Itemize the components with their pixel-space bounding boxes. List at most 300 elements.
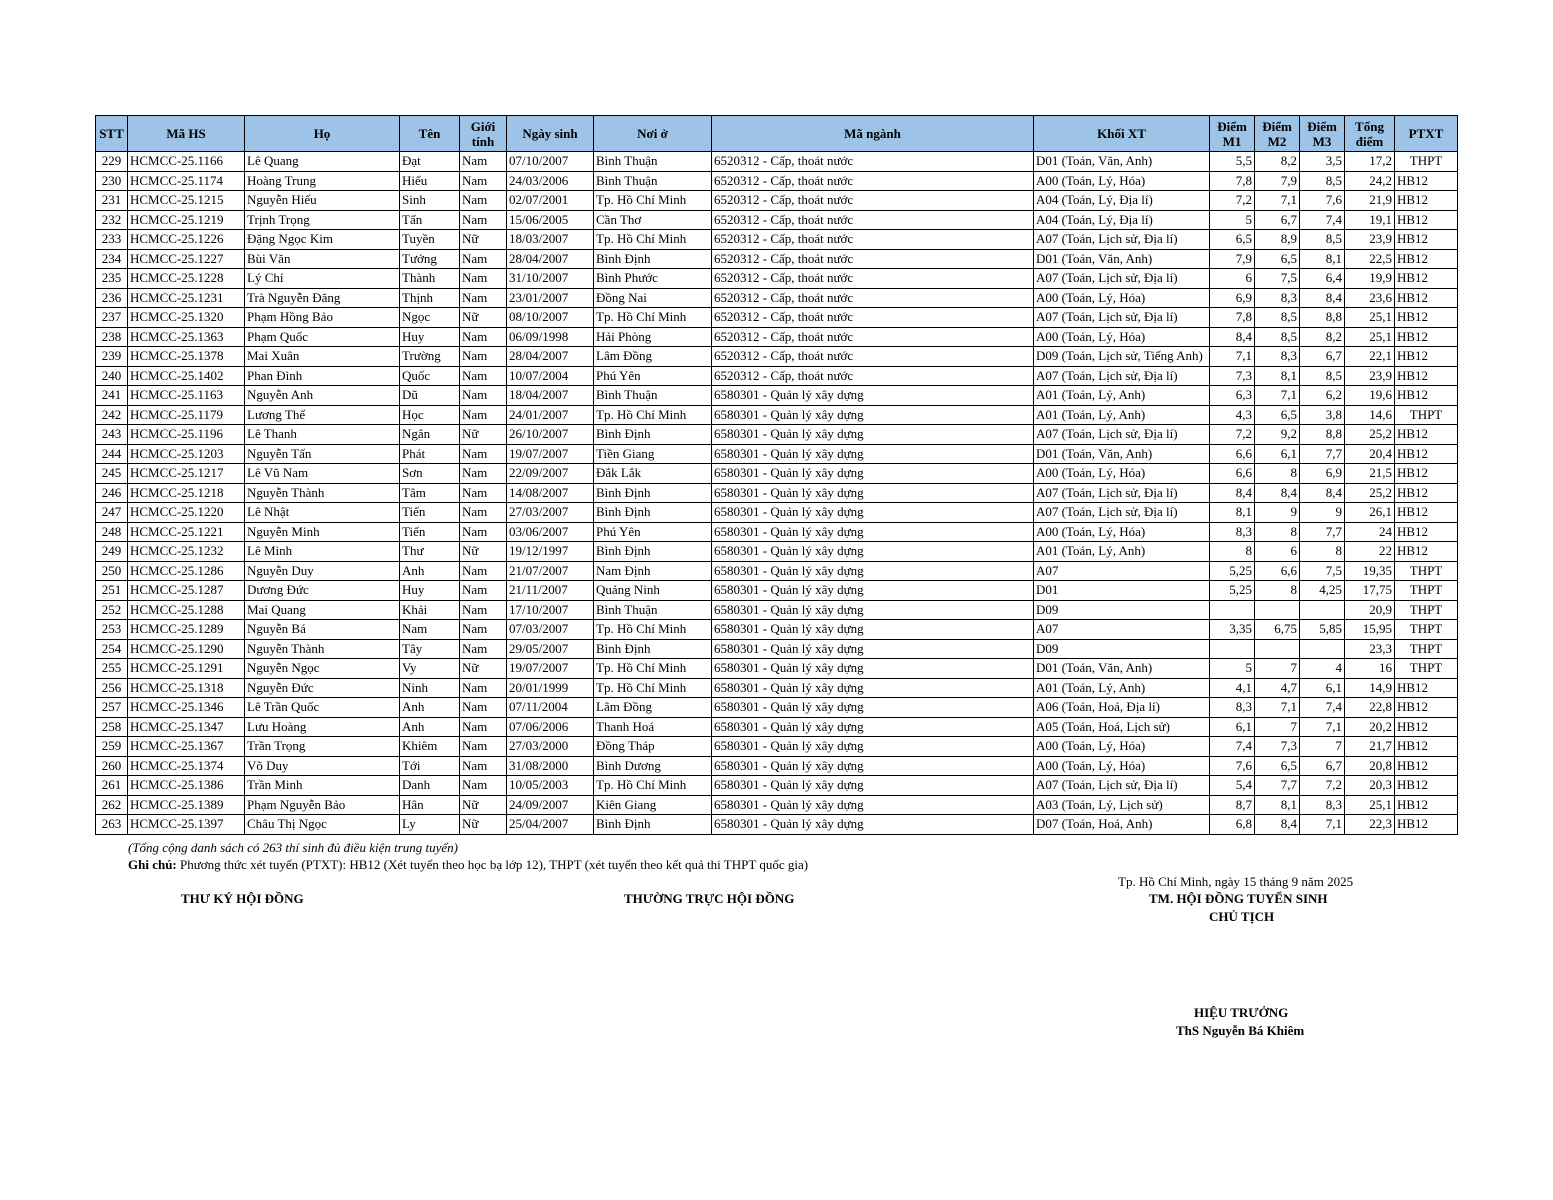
cell-ma-hs: HCMCC-25.1289	[128, 620, 245, 640]
table-row	[96, 249, 1458, 269]
cell-diem-m2: 8,4	[1255, 483, 1300, 503]
cell-gioi-tinh: Nam	[460, 210, 507, 230]
principal-title: HIỆU TRƯỞNG	[1194, 1005, 1289, 1020]
cell-diem-m3: 8,5	[1300, 171, 1345, 191]
cell-ten: Huy	[400, 581, 460, 601]
header-ptxt: PTXT	[1395, 116, 1458, 152]
header-diem-m3: Điểm M3	[1300, 116, 1345, 152]
cell-ten: Tuyền	[400, 230, 460, 250]
cell-noi-o: Tp. Hồ Chí Minh	[594, 405, 712, 425]
cell-ho: Mai Xuân	[245, 347, 400, 367]
cell-khoi-xt: A07 (Toán, Lịch sử, Địa lí)	[1034, 483, 1210, 503]
cell-diem-m3: 6,7	[1300, 347, 1345, 367]
cell-diem-m1	[1210, 639, 1255, 659]
principal-name: ThS Nguyễn Bá Khiêm	[1176, 1023, 1305, 1038]
cell-diem-m2: 8,9	[1255, 230, 1300, 250]
cell-diem-m1: 7,2	[1210, 425, 1255, 445]
note-text: Phương thức xét tuyển (PTXT): HB12 (Xét tuyển theo học bạ lớp 12), THPT (xét tuyển theo kết quả thi THPT quốc gia)	[176, 857, 809, 872]
cell-diem-m2: 7,9	[1255, 171, 1300, 191]
cell-ptxt: THPT	[1395, 639, 1458, 659]
cell-tong-diem: 22	[1345, 542, 1395, 562]
cell-diem-m3: 7,4	[1300, 210, 1345, 230]
cell-diem-m1: 5,25	[1210, 561, 1255, 581]
cell-tong-diem: 20,9	[1345, 600, 1395, 620]
cell-stt: 249	[96, 542, 128, 562]
header-ngay-sinh: Ngày sinh	[507, 116, 594, 152]
cell-noi-o: Phú Yên	[594, 366, 712, 386]
table-row	[96, 503, 1458, 523]
cell-diem-m1: 5,25	[1210, 581, 1255, 601]
cell-ma-nganh: 6580301 - Quản lý xây dựng	[712, 620, 1034, 640]
cell-diem-m1: 8,1	[1210, 503, 1255, 523]
cell-ngay-sinh: 28/04/2007	[507, 347, 594, 367]
cell-diem-m2: 6,5	[1255, 249, 1300, 269]
cell-diem-m1: 8,7	[1210, 795, 1255, 815]
cell-gioi-tinh: Nam	[460, 152, 507, 172]
cell-khoi-xt: A00 (Toán, Lý, Hóa)	[1034, 171, 1210, 191]
cell-diem-m2: 6	[1255, 542, 1300, 562]
table-row	[96, 327, 1458, 347]
cell-gioi-tinh: Nam	[460, 717, 507, 737]
cell-khoi-xt: D07 (Toán, Hoá, Anh)	[1034, 815, 1210, 835]
table-row	[96, 288, 1458, 308]
cell-diem-m3: 8,8	[1300, 425, 1345, 445]
table-row	[96, 561, 1458, 581]
header-khoi-xt: Khối XT	[1034, 116, 1210, 152]
cell-ma-nganh: 6520312 - Cấp, thoát nước	[712, 230, 1034, 250]
table-row	[96, 659, 1458, 679]
cell-ptxt: HB12	[1395, 756, 1458, 776]
cell-diem-m2: 8,1	[1255, 366, 1300, 386]
cell-ngay-sinh: 26/10/2007	[507, 425, 594, 445]
cell-ngay-sinh: 23/01/2007	[507, 288, 594, 308]
cell-ma-nganh: 6580301 - Quản lý xây dựng	[712, 503, 1034, 523]
cell-ptxt: THPT	[1395, 659, 1458, 679]
cell-ngay-sinh: 17/10/2007	[507, 600, 594, 620]
table-row	[96, 405, 1458, 425]
cell-ptxt: HB12	[1395, 444, 1458, 464]
cell-diem-m1: 5,5	[1210, 152, 1255, 172]
cell-noi-o: Bình Định	[594, 249, 712, 269]
table-body	[96, 152, 1458, 835]
cell-ptxt: THPT	[1395, 581, 1458, 601]
cell-ma-hs: HCMCC-25.1397	[128, 815, 245, 835]
cell-diem-m2: 6,75	[1255, 620, 1300, 640]
cell-gioi-tinh: Nam	[460, 639, 507, 659]
cell-ho: Hoàng Trung	[245, 171, 400, 191]
cell-tong-diem: 26,1	[1345, 503, 1395, 523]
cell-ten: Anh	[400, 717, 460, 737]
cell-ten: Ly	[400, 815, 460, 835]
cell-ma-nganh: 6580301 - Quản lý xây dựng	[712, 756, 1034, 776]
cell-diem-m2: 6,5	[1255, 756, 1300, 776]
cell-ten: Học	[400, 405, 460, 425]
cell-ngay-sinh: 19/12/1997	[507, 542, 594, 562]
cell-ten: Khiêm	[400, 737, 460, 757]
cell-diem-m2: 8,5	[1255, 308, 1300, 328]
cell-ngay-sinh: 19/07/2007	[507, 659, 594, 679]
cell-diem-m2: 7,3	[1255, 737, 1300, 757]
cell-ho: Bùi Văn	[245, 249, 400, 269]
cell-ptxt: HB12	[1395, 347, 1458, 367]
cell-diem-m3: 7,5	[1300, 561, 1345, 581]
cell-stt: 237	[96, 308, 128, 328]
cell-stt: 231	[96, 191, 128, 211]
cell-noi-o: Bình Dương	[594, 756, 712, 776]
cell-ma-nganh: 6580301 - Quản lý xây dựng	[712, 542, 1034, 562]
cell-ma-nganh: 6520312 - Cấp, thoát nước	[712, 288, 1034, 308]
cell-diem-m3: 5,85	[1300, 620, 1345, 640]
cell-diem-m3: 4,25	[1300, 581, 1345, 601]
cell-diem-m1: 7,2	[1210, 191, 1255, 211]
cell-khoi-xt: A00 (Toán, Lý, Hóa)	[1034, 522, 1210, 542]
cell-ptxt: HB12	[1395, 815, 1458, 835]
cell-diem-m1: 7,4	[1210, 737, 1255, 757]
cell-ptxt: HB12	[1395, 249, 1458, 269]
cell-stt: 260	[96, 756, 128, 776]
cell-stt: 238	[96, 327, 128, 347]
cell-ptxt: HB12	[1395, 522, 1458, 542]
cell-tong-diem: 20,8	[1345, 756, 1395, 776]
cell-ma-nganh: 6580301 - Quản lý xây dựng	[712, 659, 1034, 679]
cell-ho: Nguyễn Thành	[245, 483, 400, 503]
cell-khoi-xt: A00 (Toán, Lý, Hóa)	[1034, 737, 1210, 757]
table-row	[96, 522, 1458, 542]
cell-ten: Sinh	[400, 191, 460, 211]
cell-noi-o: Hải Phòng	[594, 327, 712, 347]
cell-stt: 239	[96, 347, 128, 367]
cell-ngay-sinh: 06/09/1998	[507, 327, 594, 347]
cell-ten: Đạt	[400, 152, 460, 172]
cell-stt: 263	[96, 815, 128, 835]
cell-khoi-xt: A05 (Toán, Hoá, Lịch sử)	[1034, 717, 1210, 737]
cell-ho: Nguyễn Thành	[245, 639, 400, 659]
cell-noi-o: Lâm Đồng	[594, 347, 712, 367]
cell-khoi-xt: A00 (Toán, Lý, Hóa)	[1034, 288, 1210, 308]
table-row	[96, 269, 1458, 289]
cell-ma-hs: HCMCC-25.1226	[128, 230, 245, 250]
cell-ma-hs: HCMCC-25.1231	[128, 288, 245, 308]
cell-diem-m2	[1255, 639, 1300, 659]
cell-ptxt: HB12	[1395, 288, 1458, 308]
cell-ngay-sinh: 31/10/2007	[507, 269, 594, 289]
cell-stt: 243	[96, 425, 128, 445]
table-row	[96, 425, 1458, 445]
cell-tong-diem: 24,2	[1345, 171, 1395, 191]
cell-gioi-tinh: Nam	[460, 444, 507, 464]
cell-diem-m2: 8,2	[1255, 152, 1300, 172]
cell-ptxt: THPT	[1395, 600, 1458, 620]
cell-diem-m3: 4	[1300, 659, 1345, 679]
cell-tong-diem: 19,35	[1345, 561, 1395, 581]
cell-ma-hs: HCMCC-25.1346	[128, 698, 245, 718]
cell-diem-m2: 7,5	[1255, 269, 1300, 289]
cell-ngay-sinh: 24/03/2006	[507, 171, 594, 191]
cell-khoi-xt: A07 (Toán, Lịch sử, Địa lí)	[1034, 366, 1210, 386]
cell-khoi-xt: A01 (Toán, Lý, Anh)	[1034, 542, 1210, 562]
cell-diem-m1: 6,6	[1210, 444, 1255, 464]
cell-noi-o: Quảng Ninh	[594, 581, 712, 601]
cell-diem-m3: 9	[1300, 503, 1345, 523]
cell-ten: Ngân	[400, 425, 460, 445]
cell-ma-hs: HCMCC-25.1347	[128, 717, 245, 737]
cell-ho: Châu Thị Ngọc	[245, 815, 400, 835]
cell-ma-hs: HCMCC-25.1389	[128, 795, 245, 815]
table-row	[96, 347, 1458, 367]
table-row	[96, 639, 1458, 659]
cell-ma-nganh: 6520312 - Cấp, thoát nước	[712, 366, 1034, 386]
table-row	[96, 464, 1458, 484]
cell-stt: 245	[96, 464, 128, 484]
table-row	[96, 152, 1458, 172]
cell-ngay-sinh: 24/01/2007	[507, 405, 594, 425]
cell-tong-diem: 19,1	[1345, 210, 1395, 230]
cell-diem-m1: 5,4	[1210, 776, 1255, 796]
cell-gioi-tinh: Nam	[460, 776, 507, 796]
cell-diem-m1: 8,3	[1210, 522, 1255, 542]
cell-gioi-tinh: Nam	[460, 288, 507, 308]
cell-khoi-xt: D09	[1034, 639, 1210, 659]
council-rep-title: TM. HỘI ĐỒNG TUYỂN SINH	[1149, 891, 1328, 906]
cell-diem-m1: 4,1	[1210, 678, 1255, 698]
cell-gioi-tinh: Nam	[460, 269, 507, 289]
cell-gioi-tinh: Nam	[460, 327, 507, 347]
cell-ma-nganh: 6520312 - Cấp, thoát nước	[712, 269, 1034, 289]
cell-diem-m1: 8	[1210, 542, 1255, 562]
cell-noi-o: Bình Thuận	[594, 152, 712, 172]
cell-ma-nganh: 6580301 - Quản lý xây dựng	[712, 483, 1034, 503]
cell-ma-hs: HCMCC-25.1320	[128, 308, 245, 328]
cell-diem-m1	[1210, 600, 1255, 620]
table-row	[96, 756, 1458, 776]
cell-ten: Danh	[400, 776, 460, 796]
cell-ngay-sinh: 28/04/2007	[507, 249, 594, 269]
cell-stt: 234	[96, 249, 128, 269]
cell-ho: Nguyễn Đức	[245, 678, 400, 698]
table-row	[96, 444, 1458, 464]
cell-khoi-xt: D01 (Toán, Văn, Anh)	[1034, 249, 1210, 269]
cell-diem-m3: 6,4	[1300, 269, 1345, 289]
table-row	[96, 815, 1458, 835]
cell-ho: Trà Nguyễn Đăng	[245, 288, 400, 308]
cell-diem-m3: 7,4	[1300, 698, 1345, 718]
cell-ho: Nguyễn Minh	[245, 522, 400, 542]
cell-tong-diem: 24	[1345, 522, 1395, 542]
cell-ho: Phạm Hồng Bảo	[245, 308, 400, 328]
cell-ma-nganh: 6580301 - Quản lý xây dựng	[712, 581, 1034, 601]
cell-noi-o: Bình Định	[594, 425, 712, 445]
cell-ten: Hân	[400, 795, 460, 815]
cell-khoi-xt: D01 (Toán, Văn, Anh)	[1034, 152, 1210, 172]
cell-gioi-tinh: Nữ	[460, 230, 507, 250]
cell-noi-o: Tp. Hồ Chí Minh	[594, 308, 712, 328]
cell-ma-nganh: 6580301 - Quản lý xây dựng	[712, 405, 1034, 425]
cell-tong-diem: 25,2	[1345, 425, 1395, 445]
cell-ptxt: THPT	[1395, 405, 1458, 425]
cell-ten: Vy	[400, 659, 460, 679]
cell-tong-diem: 22,8	[1345, 698, 1395, 718]
ptxt-note	[128, 857, 808, 873]
cell-ngay-sinh: 21/11/2007	[507, 581, 594, 601]
cell-diem-m2: 8,1	[1255, 795, 1300, 815]
cell-ma-nganh: 6580301 - Quản lý xây dựng	[712, 464, 1034, 484]
cell-ma-hs: HCMCC-25.1288	[128, 600, 245, 620]
cell-stt: 248	[96, 522, 128, 542]
cell-ptxt: HB12	[1395, 425, 1458, 445]
cell-ma-nganh: 6520312 - Cấp, thoát nước	[712, 308, 1034, 328]
cell-ma-hs: HCMCC-25.1402	[128, 366, 245, 386]
header-tong-diem: Tổng điểm	[1345, 116, 1395, 152]
cell-diem-m2: 9	[1255, 503, 1300, 523]
cell-noi-o: Tp. Hồ Chí Minh	[594, 659, 712, 679]
cell-khoi-xt: A01 (Toán, Lý, Anh)	[1034, 678, 1210, 698]
cell-stt: 257	[96, 698, 128, 718]
cell-ptxt: HB12	[1395, 698, 1458, 718]
cell-khoi-xt: A06 (Toán, Hoá, Địa lí)	[1034, 698, 1210, 718]
cell-gioi-tinh: Nam	[460, 405, 507, 425]
cell-diem-m2: 8,3	[1255, 288, 1300, 308]
cell-ma-hs: HCMCC-25.1174	[128, 171, 245, 191]
cell-tong-diem: 25,2	[1345, 483, 1395, 503]
cell-tong-diem: 15,95	[1345, 620, 1395, 640]
secretary-title: THƯ KÝ HỘI ĐỒNG	[181, 891, 304, 906]
cell-ma-nganh: 6580301 - Quản lý xây dựng	[712, 737, 1034, 757]
header-diem-m2: Điểm M2	[1255, 116, 1300, 152]
cell-ten: Sơn	[400, 464, 460, 484]
cell-tong-diem: 20,2	[1345, 717, 1395, 737]
cell-diem-m3: 6,9	[1300, 464, 1345, 484]
cell-ho: Lê Nhật	[245, 503, 400, 523]
cell-ngay-sinh: 31/08/2000	[507, 756, 594, 776]
cell-tong-diem: 22,3	[1345, 815, 1395, 835]
cell-diem-m2: 6,1	[1255, 444, 1300, 464]
cell-ma-hs: HCMCC-25.1386	[128, 776, 245, 796]
cell-gioi-tinh: Nam	[460, 386, 507, 406]
header-noi-o: Nơi ở	[594, 116, 712, 152]
cell-diem-m2: 8	[1255, 581, 1300, 601]
cell-ten: Quốc	[400, 366, 460, 386]
cell-ma-nganh: 6580301 - Quản lý xây dựng	[712, 600, 1034, 620]
cell-ho: Lê Vũ Nam	[245, 464, 400, 484]
table-row	[96, 483, 1458, 503]
cell-ptxt: HB12	[1395, 386, 1458, 406]
cell-ptxt: HB12	[1395, 366, 1458, 386]
cell-diem-m3: 8,4	[1300, 288, 1345, 308]
table-row	[96, 795, 1458, 815]
cell-diem-m1: 8,4	[1210, 483, 1255, 503]
cell-diem-m1: 7,8	[1210, 171, 1255, 191]
cell-ten: Hiếu	[400, 171, 460, 191]
cell-ptxt: HB12	[1395, 503, 1458, 523]
table-row	[96, 308, 1458, 328]
cell-ten: Anh	[400, 698, 460, 718]
cell-gioi-tinh: Nam	[460, 522, 507, 542]
cell-ptxt: HB12	[1395, 795, 1458, 815]
cell-diem-m2: 8,4	[1255, 815, 1300, 835]
cell-khoi-xt: A07 (Toán, Lịch sử, Địa lí)	[1034, 776, 1210, 796]
cell-tong-diem: 16	[1345, 659, 1395, 679]
cell-ngay-sinh: 18/03/2007	[507, 230, 594, 250]
cell-ma-hs: HCMCC-25.1374	[128, 756, 245, 776]
cell-ma-hs: HCMCC-25.1286	[128, 561, 245, 581]
cell-diem-m1: 8,4	[1210, 327, 1255, 347]
cell-khoi-xt: D09 (Toán, Lịch sử, Tiếng Anh)	[1034, 347, 1210, 367]
cell-noi-o: Bình Thuận	[594, 600, 712, 620]
cell-ptxt: HB12	[1395, 308, 1458, 328]
cell-ho: Lê Minh	[245, 542, 400, 562]
cell-ma-nganh: 6580301 - Quản lý xây dựng	[712, 815, 1034, 835]
cell-noi-o: Lâm Đồng	[594, 698, 712, 718]
cell-noi-o: Bình Thuận	[594, 386, 712, 406]
cell-ma-hs: HCMCC-25.1291	[128, 659, 245, 679]
cell-ho: Dương Đức	[245, 581, 400, 601]
cell-diem-m3: 8	[1300, 542, 1345, 562]
cell-khoi-xt: D09	[1034, 600, 1210, 620]
cell-diem-m2: 6,5	[1255, 405, 1300, 425]
cell-stt: 232	[96, 210, 128, 230]
cell-ho: Lương Thế	[245, 405, 400, 425]
cell-noi-o: Phú Yên	[594, 522, 712, 542]
cell-stt: 251	[96, 581, 128, 601]
cell-ho: Nguyễn Duy	[245, 561, 400, 581]
cell-diem-m1: 4,3	[1210, 405, 1255, 425]
cell-gioi-tinh: Nữ	[460, 659, 507, 679]
cell-ten: Tây	[400, 639, 460, 659]
cell-diem-m2: 8,3	[1255, 347, 1300, 367]
cell-diem-m3: 6,1	[1300, 678, 1345, 698]
table-row	[96, 366, 1458, 386]
cell-gioi-tinh: Nam	[460, 737, 507, 757]
standing-title: THƯỜNG TRỰC HỘI ĐỒNG	[624, 891, 795, 906]
cell-stt: 247	[96, 503, 128, 523]
cell-ngay-sinh: 18/04/2007	[507, 386, 594, 406]
cell-diem-m2: 7,7	[1255, 776, 1300, 796]
cell-noi-o: Tp. Hồ Chí Minh	[594, 191, 712, 211]
cell-ho: Lê Trần Quốc	[245, 698, 400, 718]
cell-ptxt: THPT	[1395, 620, 1458, 640]
cell-stt: 259	[96, 737, 128, 757]
cell-diem-m3	[1300, 639, 1345, 659]
cell-ngay-sinh: 07/10/2007	[507, 152, 594, 172]
cell-stt: 233	[96, 230, 128, 250]
table-row	[96, 210, 1458, 230]
cell-ma-nganh: 6520312 - Cấp, thoát nước	[712, 327, 1034, 347]
cell-ma-hs: HCMCC-25.1217	[128, 464, 245, 484]
cell-ngay-sinh: 07/03/2007	[507, 620, 594, 640]
total-note: (Tổng cộng danh sách có 263 thí sinh đủ điều kiện trung tuyển)	[128, 840, 459, 855]
cell-tong-diem: 17,75	[1345, 581, 1395, 601]
cell-diem-m1: 5	[1210, 659, 1255, 679]
cell-ptxt: HB12	[1395, 464, 1458, 484]
cell-diem-m2: 7	[1255, 717, 1300, 737]
cell-ptxt: HB12	[1395, 483, 1458, 503]
cell-ngay-sinh: 21/07/2007	[507, 561, 594, 581]
cell-diem-m3: 7,2	[1300, 776, 1345, 796]
cell-ptxt: HB12	[1395, 737, 1458, 757]
cell-ma-hs: HCMCC-25.1203	[128, 444, 245, 464]
cell-gioi-tinh: Nữ	[460, 308, 507, 328]
cell-ptxt: THPT	[1395, 152, 1458, 172]
cell-ma-nganh: 6520312 - Cấp, thoát nước	[712, 171, 1034, 191]
cell-ho: Trịnh Trọng	[245, 210, 400, 230]
cell-ptxt: HB12	[1395, 717, 1458, 737]
cell-diem-m3: 7,1	[1300, 717, 1345, 737]
cell-khoi-xt: A01 (Toán, Lý, Anh)	[1034, 386, 1210, 406]
cell-tong-diem: 19,9	[1345, 269, 1395, 289]
table-row	[96, 698, 1458, 718]
cell-ngay-sinh: 22/09/2007	[507, 464, 594, 484]
cell-khoi-xt: A01 (Toán, Lý, Anh)	[1034, 405, 1210, 425]
